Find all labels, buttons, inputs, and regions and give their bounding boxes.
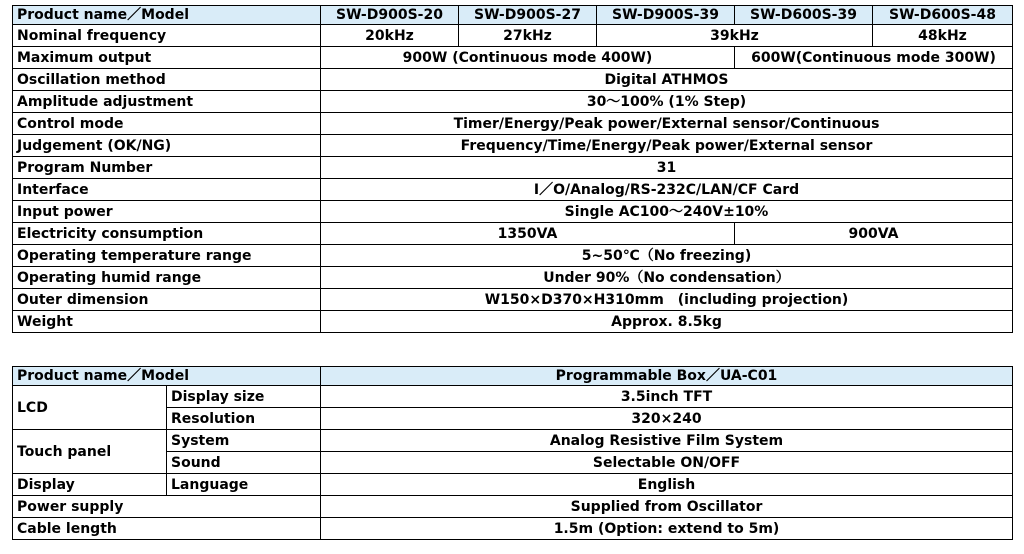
model-sw-d600s-39: SW-D600S-39 [735,6,873,25]
table-row [13,245,1013,267]
row-value: Single AC100～240V±10% [321,201,1013,223]
row-label: Operating temperature range [13,245,321,267]
frequency-value: 39kHz [597,25,873,47]
frequency-value: 27kHz [459,25,597,47]
row-label: Judgement (OK/NG) [13,135,321,157]
table-row [13,25,1013,47]
sub-label: Sound [167,452,321,474]
table-row [13,311,1013,333]
row-label: Power supply [13,496,321,518]
box-header-row [13,367,1013,386]
output-value: 600W(Continuous mode 300W) [735,47,1013,69]
table-row [13,179,1013,201]
sub-label: Resolution [167,408,321,430]
table-row [13,91,1013,113]
row-label: Control mode [13,113,321,135]
output-value: 900W (Continuous mode 400W) [321,47,735,69]
row-value: Digital ATHMOS [321,69,1013,91]
table-row [13,135,1013,157]
table-row [13,267,1013,289]
consumption-value: 900VA [735,223,1013,245]
row-value: 31 [321,157,1013,179]
row-label: Outer dimension [13,289,321,311]
table-row [13,518,1013,540]
row-label: Maximum output [13,47,321,69]
row-label: Electricity consumption [13,223,321,245]
table-row [13,47,1013,69]
header-label: Product name／Model [13,6,321,25]
row-label: Cable length [13,518,321,540]
table-row [13,223,1013,245]
model-sw-d600s-48: SW-D600S-48 [873,6,1013,25]
row-label: Amplitude adjustment [13,91,321,113]
frequency-value: 20kHz [321,25,459,47]
frequency-value: 48kHz [873,25,1013,47]
model-sw-d900s-39: SW-D900S-39 [597,6,735,25]
row-label: Input power [13,201,321,223]
row-label: Oscillation method [13,69,321,91]
table-row [13,157,1013,179]
spec-table [12,5,1013,333]
row-value: Selectable ON/OFF [321,452,1013,474]
row-value: W150×D370×H310mm (including projection) [321,289,1013,311]
table-row [13,113,1013,135]
sub-label: Display size [167,386,321,408]
table-row [13,201,1013,223]
sub-label: Language [167,474,321,496]
row-label: Program Number [13,157,321,179]
row-value: I／O/Analog/RS-232C/LAN/CF Card [321,179,1013,201]
box-model: Programmable Box／UA-C01 [321,367,1013,386]
programmable-box-table [12,366,1013,540]
group-label-lcd: LCD [13,386,167,430]
group-label-display: Display [13,474,167,496]
table-row [13,496,1013,518]
consumption-value: 1350VA [321,223,735,245]
row-value: 320×240 [321,408,1013,430]
row-value: 5~50℃（No freezing) [321,245,1013,267]
row-value: Frequency/Time/Energy/Peak power/External sensor [321,135,1013,157]
table-row [13,386,1013,408]
row-value: Supplied from Oscillator [321,496,1013,518]
row-label: Weight [13,311,321,333]
model-sw-d900s-20: SW-D900S-20 [321,6,459,25]
row-value: Under 90%（No condensation） [321,267,1013,289]
row-value: Timer/Energy/Peak power/External sensor/Continuous [321,113,1013,135]
table-row [13,474,1013,496]
spec-header-row [13,6,1013,25]
table-row [13,430,1013,452]
row-value: 1.5m (Option: extend to 5m) [321,518,1013,540]
row-label: Interface [13,179,321,201]
model-sw-d900s-27: SW-D900S-27 [459,6,597,25]
row-label: Nominal frequency [13,25,321,47]
table-row [13,69,1013,91]
table-row [13,289,1013,311]
row-value: English [321,474,1013,496]
header-label: Product name／Model [13,367,321,386]
group-label-touch-panel: Touch panel [13,430,167,474]
sub-label: System [167,430,321,452]
row-value: 3.5inch TFT [321,386,1013,408]
row-value: Analog Resistive Film System [321,430,1013,452]
row-value: Approx. 8.5kg [321,311,1013,333]
row-label: Operating humid range [13,267,321,289]
row-value: 30～100% (1% Step) [321,91,1013,113]
